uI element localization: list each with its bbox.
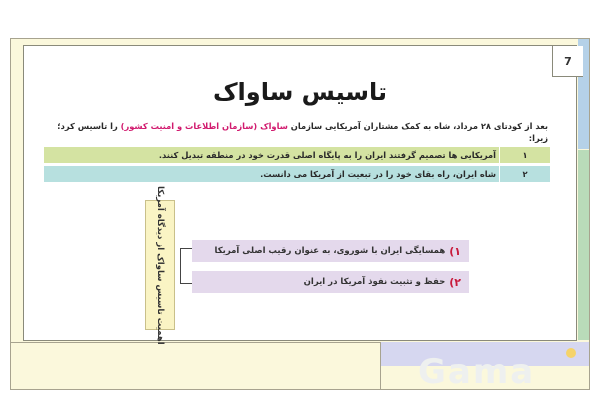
frame-divider [380,342,381,390]
logo-dot [566,348,576,358]
importance-label-box [145,185,175,345]
decor-strip-green [578,150,589,340]
importance-item-number: ۲) [449,275,461,289]
intro-paragraph [48,120,548,145]
importance-item-number: ۱) [449,244,461,258]
importance-item-text: حفظ و تثبیت نفوذ آمریکا در ایران [303,277,446,287]
reason-number: ۱ [522,150,528,160]
importance-item-text: همسایگی ایران با شوروی، به عنوان رقیب اصلی آمریکا [214,246,446,256]
frame-divider [10,342,380,343]
reason-text: شاه ایران، راه بقای خود را در تبعیت از آمریکا می دانست. [260,169,496,179]
slide-number: 7 [552,46,583,77]
row-divider [499,166,500,182]
intro-text-after: را تاسیس کرد؛ زیرا: [57,121,548,143]
importance-item [192,240,469,262]
row-divider [499,147,500,163]
reason-row [44,166,550,182]
reason-row [44,147,550,163]
intro-highlight: ساواک (سازمان اطلاعات و امنیت کشور) [120,121,288,131]
slide-title: تاسیس ساواک [212,78,388,106]
importance-item [192,271,469,293]
intro-text-before: بعد از کودتای ۲۸ مرداد، شاه به کمک مشتاران آمریکایی سازمان [290,121,548,131]
reason-text: آمریکایی ها تصمیم گرفتند ایران را به پایگاه اصلی قدرت خود در منطقه تبدیل کنند. [158,150,496,160]
reason-number: ۲ [522,169,528,179]
importance-label: اهمیت تاسیس ساواک از دیدگاه آمریکا [155,185,165,345]
brand-logo-watermark: Gama [418,352,536,392]
